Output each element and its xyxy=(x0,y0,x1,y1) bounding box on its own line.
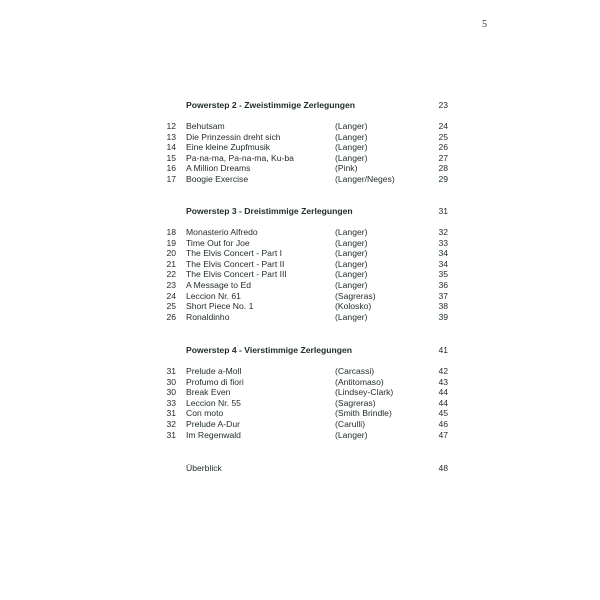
section-page-number: 23 xyxy=(438,100,448,110)
entry-title: The Elvis Concert - Part III xyxy=(186,269,287,280)
entry-number: 18 xyxy=(166,227,176,237)
entry-number: 17 xyxy=(166,174,176,184)
entry-title: Con moto xyxy=(186,408,224,419)
entry-title: Short Piece No. 1 xyxy=(186,301,254,312)
entry-title: Prelude A-Dur xyxy=(186,419,240,429)
entry-composer: (Langer) xyxy=(335,258,368,269)
entry-page-number: 34 xyxy=(438,248,448,259)
entry-number: 26 xyxy=(166,311,176,322)
entry-page-number: 33 xyxy=(438,237,448,248)
page-number: 5 xyxy=(482,19,487,30)
entry-composer: (Langer) xyxy=(335,121,368,131)
overview-entry[interactable] xyxy=(186,463,448,474)
entry-number: 16 xyxy=(166,163,176,174)
entry-composer: (Sagreras) xyxy=(335,290,376,301)
entry-number: 30 xyxy=(166,387,176,398)
entry-title: Ronaldinho xyxy=(186,311,230,322)
entry-number: 31 xyxy=(166,408,176,419)
toc-entry[interactable] xyxy=(0,408,600,419)
entry-composer: (Langer) xyxy=(335,152,368,163)
section-title: Powerstep 4 - Vierstimmige Zerlegungen xyxy=(186,345,353,355)
entry-title: Die Prinzessin dreht sich xyxy=(186,131,281,142)
entry-number: 20 xyxy=(166,248,176,259)
overview-title: Überblick xyxy=(186,463,222,473)
entry-composer: (Langer) xyxy=(335,237,368,248)
entry-composer: (Langer) xyxy=(335,269,368,280)
entry-number: 31 xyxy=(166,429,176,440)
entry-page-number: 32 xyxy=(438,227,448,237)
entry-number: 32 xyxy=(166,419,176,429)
section-page-number: 41 xyxy=(438,345,448,355)
entry-title: Prelude a-Moll xyxy=(186,366,242,376)
entry-composer: (Kolosko) xyxy=(335,301,372,312)
toc-entry[interactable] xyxy=(0,269,600,280)
entry-page-number: 47 xyxy=(438,429,448,440)
entry-number: 19 xyxy=(166,237,176,248)
toc-entry[interactable] xyxy=(0,174,600,185)
entry-composer: (Lindsey-Clark) xyxy=(335,387,394,398)
entry-title: Pa-na-ma, Pa-na-ma, Ku-ba xyxy=(186,152,294,163)
entry-composer: (Langer/Neges) xyxy=(335,174,395,184)
toc-entry[interactable] xyxy=(0,398,600,409)
section-header[interactable] xyxy=(186,206,448,220)
entry-number: 14 xyxy=(166,142,176,153)
toc-entry[interactable] xyxy=(0,121,600,132)
entry-title: Behutsam xyxy=(186,121,225,131)
toc-entry[interactable] xyxy=(0,132,600,143)
entry-title: A Message to Ed xyxy=(186,280,251,290)
entry-page-number: 29 xyxy=(438,174,448,184)
toc-entry[interactable] xyxy=(0,163,600,174)
entry-page-number: 37 xyxy=(438,290,448,301)
entry-page-number: 24 xyxy=(438,121,448,131)
overview-page-number: 48 xyxy=(438,463,448,473)
entry-title: Break Even xyxy=(186,387,231,398)
entry-composer: (Pink) xyxy=(335,163,358,174)
entry-page-number: 28 xyxy=(438,163,448,174)
entry-title: Eine kleine Zupfmusik xyxy=(186,142,271,153)
entry-composer: (Antitomaso) xyxy=(335,376,384,387)
toc-entry[interactable] xyxy=(0,227,600,238)
toc-entry[interactable] xyxy=(0,377,600,388)
toc-entry[interactable] xyxy=(0,153,600,164)
entry-number: 12 xyxy=(166,121,176,131)
toc-entry[interactable] xyxy=(0,301,600,312)
entry-page-number: 43 xyxy=(438,376,448,387)
entry-composer: (Langer) xyxy=(335,429,368,440)
entry-page-number: 44 xyxy=(438,387,448,398)
entry-composer: (Sagreras) xyxy=(335,397,376,408)
entry-page-number: 38 xyxy=(438,301,448,312)
entry-number: 21 xyxy=(166,258,176,269)
entry-composer: (Langer) xyxy=(335,248,368,259)
entry-number: 33 xyxy=(166,397,176,408)
entry-page-number: 39 xyxy=(438,311,448,322)
entry-composer: (Langer) xyxy=(335,227,368,237)
entry-page-number: 34 xyxy=(438,258,448,269)
toc-entry[interactable] xyxy=(0,280,600,291)
section-header[interactable] xyxy=(186,100,448,114)
entry-page-number: 44 xyxy=(438,397,448,408)
entry-page-number: 46 xyxy=(438,419,448,429)
entry-title: Time Out for Joe xyxy=(186,237,250,248)
entry-title: Monasterio Alfredo xyxy=(186,227,258,237)
entry-number: 25 xyxy=(166,301,176,312)
entry-page-number: 42 xyxy=(438,366,448,376)
toc-entry[interactable] xyxy=(0,142,600,153)
entry-page-number: 27 xyxy=(438,152,448,163)
entry-number: 24 xyxy=(166,290,176,301)
entry-number: 23 xyxy=(166,280,176,290)
entry-title: Leccion Nr. 55 xyxy=(186,397,241,408)
entry-title: Leccion Nr. 61 xyxy=(186,290,241,301)
entry-page-number: 26 xyxy=(438,142,448,153)
entry-title: The Elvis Concert - Part I xyxy=(186,248,282,259)
section-page-number: 31 xyxy=(438,206,448,216)
entry-title: Profumo di fiori xyxy=(186,376,244,387)
toc-entry[interactable] xyxy=(0,419,600,430)
entry-number: 22 xyxy=(166,269,176,280)
toc-entry[interactable] xyxy=(0,366,600,377)
entry-composer: (Smith Brindle) xyxy=(335,408,392,419)
toc-entry[interactable] xyxy=(0,259,600,270)
entry-number: 15 xyxy=(166,152,176,163)
entry-number: 30 xyxy=(166,376,176,387)
entry-composer: (Carcassi) xyxy=(335,366,375,376)
toc-entry[interactable] xyxy=(0,238,600,249)
entry-composer: (Langer) xyxy=(335,142,368,153)
entry-composer: (Langer) xyxy=(335,311,368,322)
entry-composer: (Langer) xyxy=(335,280,368,290)
entry-page-number: 35 xyxy=(438,269,448,280)
entry-page-number: 45 xyxy=(438,408,448,419)
entry-number: 13 xyxy=(166,131,176,142)
entry-title: Im Regenwald xyxy=(186,429,241,440)
entry-page-number: 25 xyxy=(438,131,448,142)
entry-title: The Elvis Concert - Part II xyxy=(186,258,285,269)
section-header[interactable] xyxy=(186,345,448,359)
toc-entry[interactable] xyxy=(0,387,600,398)
entry-composer: (Langer) xyxy=(335,131,368,142)
toc-entry[interactable] xyxy=(0,291,600,302)
entry-number: 31 xyxy=(166,366,176,376)
toc-entry[interactable] xyxy=(0,248,600,259)
entry-page-number: 36 xyxy=(438,280,448,290)
section-title: Powerstep 3 - Dreistimmige Zerlegungen xyxy=(186,206,353,216)
toc-entry[interactable] xyxy=(0,430,600,441)
section-title: Powerstep 2 - Zweistimmige Zerlegungen xyxy=(186,100,356,110)
entry-composer: (Carulli) xyxy=(335,419,366,429)
entry-title: A Million Dreams xyxy=(186,163,251,174)
toc-entry[interactable] xyxy=(0,312,600,323)
entry-title: Boogie Exercise xyxy=(186,174,249,184)
